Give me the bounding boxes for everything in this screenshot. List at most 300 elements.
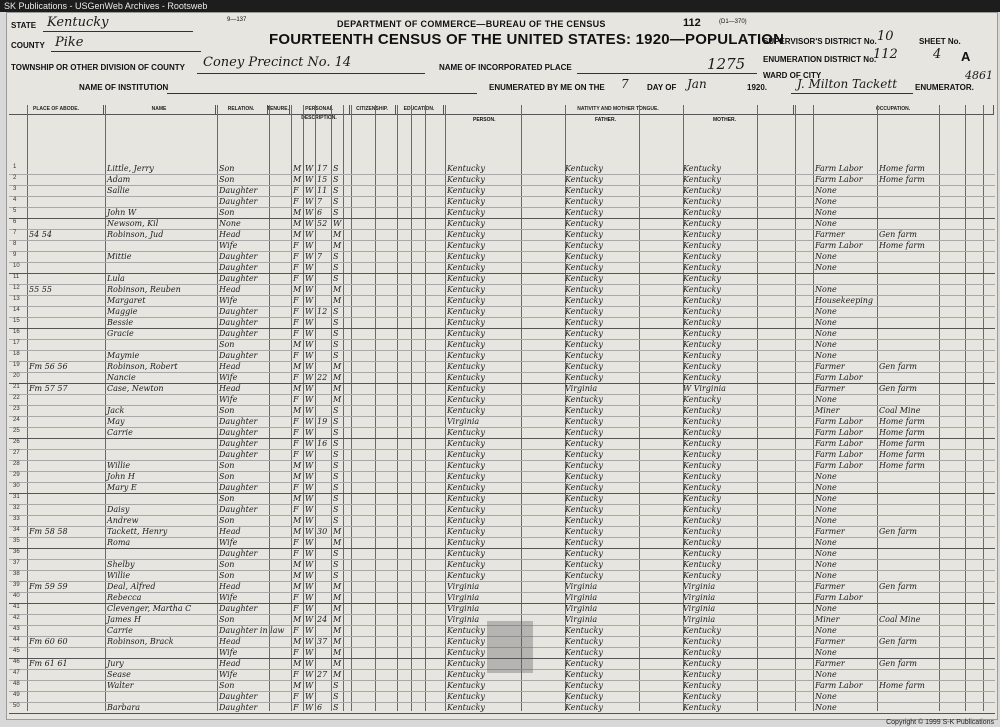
cell-age: 17 [317, 164, 328, 173]
cell-rel: Son [219, 494, 235, 503]
cell-ms: S [333, 329, 339, 338]
township-value: Coney Precinct No. 14 [203, 55, 352, 70]
cell-n: 5 [13, 208, 17, 214]
cell-n: 23 [13, 406, 20, 412]
cell-race: W [305, 384, 314, 393]
cell-sex: M [293, 362, 302, 371]
cell-occ: None [815, 263, 837, 272]
cell-race: W [305, 593, 314, 602]
cell-birth: Kentucky [447, 516, 485, 525]
cell-n: 21 [13, 384, 20, 390]
cell-occ: Farm Labor [815, 450, 863, 459]
cell-ind: Home farm [879, 175, 925, 184]
cell-race: W [305, 208, 314, 217]
cell-age: 7 [317, 252, 323, 261]
cell-occ: None [815, 285, 837, 294]
cell-fbirth: Kentucky [565, 175, 603, 184]
cell-name: Little, Jerry [107, 164, 154, 173]
cell-ms: M [333, 659, 342, 668]
cell-n: 41 [13, 604, 20, 610]
sheet-label: SHEET No. [919, 37, 961, 46]
cell-occ: None [815, 538, 837, 547]
cell-mbirth: Kentucky [683, 450, 721, 459]
cell-race: W [305, 428, 314, 437]
cell-race: W [305, 527, 314, 536]
cell-rel: Head [219, 362, 241, 371]
cell-ms: S [333, 208, 339, 217]
cell-birth: Kentucky [447, 692, 485, 701]
cell-race: W [305, 373, 314, 382]
state-underline [43, 31, 193, 32]
cell-fbirth: Kentucky [565, 483, 603, 492]
cell-age: 16 [317, 439, 328, 448]
incorporated-value: 1275 [707, 55, 746, 73]
cell-n: 44 [13, 637, 20, 643]
cell-mbirth: Kentucky [683, 560, 721, 569]
census-title: FOURTEENTH CENSUS OF THE UNITED STATES: 1920—POPULATION [269, 31, 785, 48]
cell-birth: Kentucky [447, 461, 485, 470]
cell-n: 35 [13, 538, 20, 544]
cell-occ: None [815, 208, 837, 217]
cell-ind: Gen farm [879, 230, 917, 239]
cell-mbirth: Kentucky [683, 186, 721, 195]
township-underline [197, 73, 425, 74]
cell-age: 6 [317, 703, 323, 712]
cell-n: 11 [13, 274, 20, 280]
township-label: TOWNSHIP OR OTHER DIVISION OF COUNTY [11, 63, 185, 72]
cell-age: 30 [317, 527, 328, 536]
cell-ms: M [333, 395, 342, 404]
cell-race: W [305, 494, 314, 503]
cell-ms: S [333, 681, 339, 690]
cell-mbirth: Kentucky [683, 483, 721, 492]
cell-ms: M [333, 384, 342, 393]
cell-fbirth: Kentucky [565, 439, 603, 448]
cell-occ: Farm Labor [815, 461, 863, 470]
cell-rel: Head [219, 230, 241, 239]
group-name: NAME [103, 105, 216, 115]
cell-race: W [305, 450, 314, 459]
cell-rel: Daughter [219, 483, 258, 492]
sheet-letter: A [961, 49, 971, 64]
cell-birth: Kentucky [447, 472, 485, 481]
cell-race: W [305, 538, 314, 547]
cell-occ: None [815, 560, 837, 569]
cell-ms: M [333, 230, 342, 239]
cell-mbirth: Virginia [683, 593, 716, 602]
cell-fbirth: Kentucky [565, 527, 603, 536]
cell-birth: Kentucky [447, 252, 485, 261]
cell-birth: Kentucky [447, 175, 485, 184]
cell-fbirth: Kentucky [565, 296, 603, 305]
cell-name: May [107, 417, 125, 426]
cell-sex: M [293, 285, 302, 294]
cell-sex: M [293, 461, 302, 470]
form-number: 9—137 [227, 17, 247, 23]
cell-occ: Farmer [815, 384, 845, 393]
cell-mbirth: Kentucky [683, 549, 721, 558]
cell-birth: Kentucky [447, 208, 485, 217]
cell-ms: S [333, 571, 339, 580]
cell-rel: Wife [219, 538, 238, 547]
cell-fbirth: Kentucky [565, 560, 603, 569]
cell-occ: None [815, 483, 837, 492]
cell-n: 17 [13, 340, 20, 346]
cell-rel: Wife [219, 241, 238, 250]
cell-race: W [305, 648, 314, 657]
cell-ind: Coal Mine [879, 615, 921, 624]
cell-ms: S [333, 516, 339, 525]
cell-ind: Gen farm [879, 659, 917, 668]
cell-name: Maymie [107, 351, 140, 360]
cell-mbirth: Kentucky [683, 241, 721, 250]
cell-ms: S [333, 406, 339, 415]
cell-birth: Kentucky [447, 197, 485, 206]
cell-race: W [305, 362, 314, 371]
cell-dwelling: Fm 61 61 [29, 659, 68, 668]
cell-dwelling: Fm 59 59 [29, 582, 68, 591]
cell-n: 12 [13, 285, 20, 291]
cell-sex: F [293, 197, 299, 206]
cell-birth: Kentucky [447, 395, 485, 404]
cell-ms: M [333, 626, 342, 635]
cell-name: Nancie [107, 373, 136, 382]
cell-ms: S [333, 274, 339, 283]
cell-birth: Kentucky [447, 494, 485, 503]
group-place-of-abode: PLACE OF ABODE. [9, 105, 104, 115]
cell-rel: Son [219, 406, 235, 415]
cell-fbirth: Virginia [565, 593, 598, 602]
sub-mother: MOTHER. [713, 117, 737, 123]
cell-rel: Son [219, 560, 235, 569]
cell-n: 10 [13, 263, 20, 269]
cell-fbirth: Kentucky [565, 164, 603, 173]
cell-sex: F [293, 626, 299, 635]
cell-ms: S [333, 494, 339, 503]
cell-name: John W [107, 208, 137, 217]
cell-birth: Kentucky [447, 648, 485, 657]
cell-rel: Son [219, 175, 235, 184]
cell-fbirth: Kentucky [565, 230, 603, 239]
cell-rel: Head [219, 384, 241, 393]
cell-mbirth: Kentucky [683, 538, 721, 547]
cell-n: 47 [13, 670, 20, 676]
cell-mbirth: W Virginia [683, 384, 726, 393]
cell-sex: F [293, 692, 299, 701]
cell-ind: Gen farm [879, 527, 917, 536]
cell-occ: Farm Labor [815, 681, 863, 690]
cell-n: 36 [13, 549, 20, 555]
cell-n: 39 [13, 582, 20, 588]
cell-sex: F [293, 252, 299, 261]
cell-sex: M [293, 494, 302, 503]
cell-occ: Farm Labor [815, 439, 863, 448]
cell-race: W [305, 175, 314, 184]
cell-n: 28 [13, 461, 20, 467]
day-value: 7 [621, 77, 629, 91]
cell-name: Jury [107, 659, 124, 668]
cell-ms: S [333, 450, 339, 459]
cell-occ: Farmer [815, 362, 845, 371]
cell-mbirth: Kentucky [683, 428, 721, 437]
cell-ms: M [333, 362, 342, 371]
cell-occ: Miner [815, 406, 840, 415]
ward-label: WARD OF CITY [763, 71, 822, 80]
cell-occ: Miner [815, 615, 840, 624]
cell-sex: F [293, 417, 299, 426]
cell-n: 15 [13, 318, 20, 324]
cell-race: W [305, 252, 314, 261]
cell-sex: F [293, 186, 299, 195]
cell-mbirth: Kentucky [683, 461, 721, 470]
cell-birth: Virginia [447, 615, 480, 624]
cell-fbirth: Kentucky [565, 395, 603, 404]
cell-birth: Virginia [447, 593, 480, 602]
cell-occ: None [815, 351, 837, 360]
cell-race: W [305, 560, 314, 569]
cell-ms: S [333, 703, 339, 712]
cell-rel: Daughter [219, 417, 258, 426]
cell-ind: Gen farm [879, 582, 917, 591]
cell-name: Clevenger, Martha C [107, 604, 192, 613]
cell-occ: None [815, 252, 837, 261]
cell-ms: M [333, 538, 342, 547]
cell-fbirth: Kentucky [565, 362, 603, 371]
cell-n: 7 [13, 230, 17, 236]
cell-sex: M [293, 164, 302, 173]
cell-sex: M [293, 659, 302, 668]
cell-n: 22 [13, 395, 20, 401]
cell-ms: M [333, 582, 342, 591]
cell-ms: W [333, 219, 342, 228]
cell-sex: F [293, 329, 299, 338]
cell-mbirth: Kentucky [683, 527, 721, 536]
cell-n: 26 [13, 439, 20, 445]
page-number: 112 [683, 17, 701, 29]
cell-ms: M [333, 527, 342, 536]
cell-mbirth: Kentucky [683, 318, 721, 327]
cell-name: Robinson, Brack [107, 637, 174, 646]
cell-mbirth: Kentucky [683, 395, 721, 404]
cell-name: Willie [107, 461, 131, 470]
cell-birth: Kentucky [447, 186, 485, 195]
cell-sex: F [293, 505, 299, 514]
supervisor-value: 10 [877, 29, 894, 44]
cell-race: W [305, 351, 314, 360]
cell-n: 20 [13, 373, 20, 379]
cell-sex: F [293, 241, 299, 250]
cell-rel: Son [219, 516, 235, 525]
cell-birth: Kentucky [447, 549, 485, 558]
cell-sex: F [293, 703, 299, 712]
department-title: DEPARTMENT OF COMMERCE—BUREAU OF THE CENSUS [337, 19, 606, 29]
cell-race: W [305, 197, 314, 206]
cell-race: W [305, 692, 314, 701]
cell-fbirth: Kentucky [565, 318, 603, 327]
cell-birth: Kentucky [447, 351, 485, 360]
enumerator-label: ENUMERATOR. [915, 83, 974, 92]
cell-name: Margaret [107, 296, 146, 305]
cell-rel: Wife [219, 296, 238, 305]
cell-ms: M [333, 637, 342, 646]
cell-ms: S [333, 417, 339, 426]
cell-n: 48 [13, 681, 20, 687]
cell-fbirth: Kentucky [565, 461, 603, 470]
cell-mbirth: Kentucky [683, 439, 721, 448]
cell-mbirth: Kentucky [683, 285, 721, 294]
cell-race: W [305, 626, 314, 635]
cell-ms: S [333, 175, 339, 184]
cell-birth: Kentucky [447, 527, 485, 536]
cell-ms: S [333, 692, 339, 701]
cell-mbirth: Kentucky [683, 637, 721, 646]
cell-rel: Son [219, 461, 235, 470]
state-label: STATE [11, 21, 37, 30]
cell-birth: Kentucky [447, 340, 485, 349]
cell-birth: Kentucky [447, 626, 485, 635]
cell-sex: F [293, 670, 299, 679]
cell-age: 19 [317, 417, 328, 426]
year-label: 1920. [747, 83, 768, 92]
cell-ind: Home farm [879, 681, 925, 690]
cell-fbirth: Virginia [565, 384, 598, 393]
cell-n: 27 [13, 450, 20, 456]
cell-occ: Farmer [815, 659, 845, 668]
cell-race: W [305, 307, 314, 316]
cell-n: 16 [13, 329, 20, 335]
cell-mbirth: Kentucky [683, 274, 721, 283]
cell-ind: Home farm [879, 241, 925, 250]
cell-rel: Daughter [219, 604, 258, 613]
cell-age: 27 [317, 670, 328, 679]
cell-n: 14 [13, 307, 20, 313]
cell-race: W [305, 659, 314, 668]
ink-smudge [487, 621, 533, 673]
cell-sex: F [293, 274, 299, 283]
cell-mbirth: Kentucky [683, 329, 721, 338]
cell-sex: F [293, 296, 299, 305]
cell-rel: Daughter [219, 252, 258, 261]
cell-mbirth: Kentucky [683, 681, 721, 690]
cell-name: James H [107, 615, 141, 624]
cell-occ: None [815, 395, 837, 404]
cell-mbirth: Kentucky [683, 362, 721, 371]
cell-sex: M [293, 582, 302, 591]
cell-race: W [305, 681, 314, 690]
cell-sex: M [293, 516, 302, 525]
cell-sex: F [293, 604, 299, 613]
cell-mbirth: Kentucky [683, 626, 721, 635]
cell-race: W [305, 296, 314, 305]
cell-occ: Farm Labor [815, 241, 863, 250]
cell-name: Robinson, Robert [107, 362, 178, 371]
cell-mbirth: Kentucky [683, 208, 721, 217]
cell-n: 32 [13, 505, 20, 511]
cell-birth: Kentucky [447, 428, 485, 437]
cell-ind: Home farm [879, 439, 925, 448]
cell-rel: None [219, 219, 241, 228]
cell-mbirth: Virginia [683, 615, 716, 624]
cell-birth: Kentucky [447, 659, 485, 668]
cell-rel: Son [219, 472, 235, 481]
cell-birth: Kentucky [447, 274, 485, 283]
cell-ms: M [333, 615, 342, 624]
county-label: COUNTY [11, 41, 45, 50]
cell-race: W [305, 406, 314, 415]
cell-occ: None [815, 186, 837, 195]
cell-sex: M [293, 219, 302, 228]
cell-name: Bessie [107, 318, 134, 327]
cell-rel: Daughter [219, 351, 258, 360]
cell-rel: Daughter [219, 703, 258, 712]
cell-age: 37 [317, 637, 328, 646]
cell-name: Barbara [107, 703, 140, 712]
cell-occ: None [815, 307, 837, 316]
cell-fbirth: Kentucky [565, 703, 603, 712]
cell-fbirth: Kentucky [565, 406, 603, 415]
cell-rel: Head [219, 582, 241, 591]
cell-ms: S [333, 263, 339, 272]
enumerator-value: J. Milton Tackett [797, 77, 898, 91]
cell-fbirth: Kentucky [565, 351, 603, 360]
cell-rel: Wife [219, 395, 238, 404]
cell-race: W [305, 164, 314, 173]
cell-name: Rebecca [107, 593, 142, 602]
copyright-footer: Copyright © 1999 S-K Publications [886, 719, 994, 726]
cell-rel: Daughter [219, 263, 258, 272]
cell-n: 43 [13, 626, 20, 632]
cell-name: Roma [107, 538, 131, 547]
cell-birth: Kentucky [447, 373, 485, 382]
group-occupation: OCCUPATION. [793, 105, 994, 115]
cell-race: W [305, 186, 314, 195]
cell-race: W [305, 615, 314, 624]
group-relation: RELATION. [215, 105, 268, 115]
county-underline [51, 51, 201, 52]
cell-rel: Wife [219, 593, 238, 602]
cell-sex: M [293, 615, 302, 624]
cell-birth: Kentucky [447, 230, 485, 239]
cell-ms: S [333, 307, 339, 316]
cell-sex: M [293, 560, 302, 569]
day-label: DAY OF [647, 83, 677, 92]
cell-n: 3 [13, 186, 17, 192]
cell-age: 24 [317, 615, 328, 624]
cell-mbirth: Kentucky [683, 692, 721, 701]
cell-ms: S [333, 318, 339, 327]
cell-rel: Son [219, 571, 235, 580]
cell-rel: Head [219, 659, 241, 668]
cell-race: W [305, 263, 314, 272]
cell-fbirth: Kentucky [565, 637, 603, 646]
cell-sex: F [293, 483, 299, 492]
cell-ind: Home farm [879, 428, 925, 437]
cell-sex: M [293, 384, 302, 393]
cell-fbirth: Kentucky [565, 516, 603, 525]
cell-occ: None [815, 516, 837, 525]
cell-race: W [305, 417, 314, 426]
cell-occ: Farmer [815, 637, 845, 646]
cell-mbirth: Kentucky [683, 516, 721, 525]
cell-race: W [305, 703, 314, 712]
cell-birth: Kentucky [447, 505, 485, 514]
cell-birth: Virginia [447, 582, 480, 591]
cell-birth: Kentucky [447, 263, 485, 272]
cell-rel: Daughter [219, 186, 258, 195]
cell-occ: Farm Labor [815, 593, 863, 602]
cell-sex: F [293, 593, 299, 602]
cell-name: Daisy [107, 505, 130, 514]
